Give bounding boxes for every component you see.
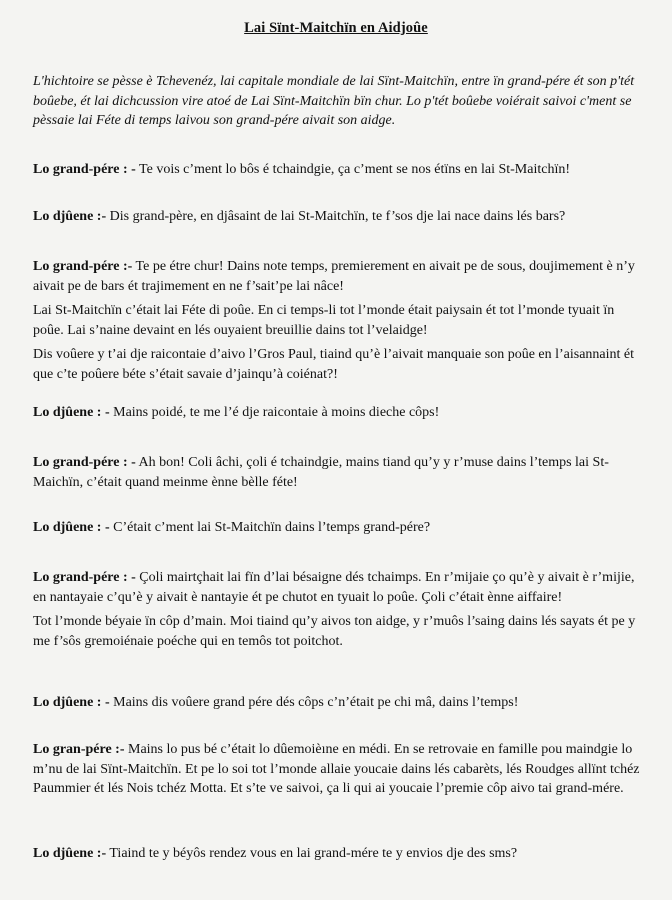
dialogue-entry bbox=[33, 257, 642, 389]
dialogue-text: Çoli mairtçhait lai fïn d’lai bésaigne dés tchaimps. En r’mijaie ço qu’è y aivait è r’mijie, en nantayaie c’qu’è y aivait è nantayie ét pe chutot en tyuait lo poûe. Çoli c’était ènne aiffaire! bbox=[33, 570, 635, 605]
dialogue-paragraph: Dis voûere y t’ai dje raicontaie d’aivo l’Gros Paul, tiaind qu’è l’aivait manquaie son poûe en l’aisannaint ét que c’te poûere béte s’était savaie d’jainqu’à coiénat?! bbox=[33, 347, 635, 382]
dialogue-entry bbox=[33, 568, 642, 656]
speaker-label: Lo djûene : - bbox=[33, 695, 110, 710]
dialogue-text: Mains poidé, te me l’é dje raicontaie à moins dieche côps! bbox=[109, 405, 440, 420]
speaker-label: Lo djûene : - bbox=[33, 405, 110, 420]
document-title: Lai Sïnt-Maitchïn en Aidjoûe bbox=[244, 20, 428, 36]
dialogue-entry bbox=[33, 693, 642, 718]
dialogue-text: Ah bon! Coli âchi, çoli é tchaindgie, mains tiand qu’y y r’muse dains l’temps lai St-Maichïn, c’était quand meinme ènne bèlle féte! bbox=[33, 455, 609, 490]
dialogue-text: C’était c’ment lai St-Maitchïn dains l’temps grand-pére? bbox=[109, 520, 431, 535]
dialogue-entry bbox=[33, 740, 642, 804]
dialogue-entry bbox=[33, 403, 642, 428]
dialogue-text: Te vois c’ment lo bôs é tchaindgie, ça c’ment se nos étïns en lai St-Maitchïn! bbox=[135, 162, 571, 177]
speaker-label: Lo grand-pére : - bbox=[33, 570, 136, 585]
dialogue-text: Tiaind te y béyôs rendez vous en lai grand-mére te y envios dje des sms? bbox=[106, 846, 518, 861]
dialogue-entry bbox=[33, 453, 642, 497]
speaker-label: Lo djûene :- bbox=[33, 209, 107, 224]
dialogue-entry bbox=[33, 844, 642, 869]
speaker-label: Lo djûene :- bbox=[33, 846, 107, 861]
intro-paragraph: L'hichtoire se pèsse è Tchevenéz, lai capitale mondiale de lai Sïnt-Maitchïn, entre ïn grand-pére ét son p'tét boûebe, ét lai dichcussion vire atoé de Lai Sïnt-Maitchïn bïn chur. Lo p'tét boûebe voiérait saivoi c'ment se pèssaie lai Féte di temps laivou son grand-pére aivait son aidge. bbox=[33, 74, 635, 128]
speaker-label: Lo grand-pére : - bbox=[33, 162, 136, 177]
dialogue-entry bbox=[33, 160, 642, 185]
dialogue-text: Mains lo pus bé c’était lo dûemoièıne en médi. En se retrovaie en famille pou maindgie lo m’nu de lai Sïnt-Maitchïn. Et pe lo soi tot l’monde allaie youcaie dains lés cabarèts, lés Roudges allïnt tchéz Paummier ét lés Nois tchéz Motta. Et s’te ve saivoi, ça li qui ai youcaie l’premie côp aivo tai grand-mére. bbox=[33, 742, 640, 796]
speaker-label: Lo gran-pére :- bbox=[33, 742, 125, 757]
speaker-label: Lo djûene : - bbox=[33, 520, 110, 535]
speaker-label: Lo grand-pére : - bbox=[33, 455, 136, 470]
dialogue-text: Mains dis voûere grand pére dés côps c’n’était pe chi mâ, dains l’temps! bbox=[109, 695, 519, 710]
dialogue-text: Te pe étre chur! Dains note temps, premierement en aivait pe de sous, doujimement è n’y aivait pe de bars ét trajimement en ne f’sait’pe lai nâce! bbox=[33, 259, 635, 294]
dialogue-paragraph: Tot l’monde béyaie ïn côp d’main. Moi tiaind qu’y aivos ton aidge, y r’muôs l’saing dains lés sayats ét pe y me f’sôs gremoiénaie poéche qui en temôs tot poitchot. bbox=[33, 614, 636, 649]
dialogue-paragraph: Lai St-Maitchïn c’était lai Féte di poûe. En ci temps-li tot l’monde était paiysain ét tot l’monde tyuait ïn poûe. Lai s’naine devaint en lés ouyaient breuillie dains tot l’velaidge! bbox=[33, 303, 615, 338]
dialogue-entry bbox=[33, 518, 642, 543]
dialogue-entry bbox=[33, 207, 642, 232]
dialogue-text: Dis grand-pèrе, en djâsaint de lai St-Maitchïn, te f’sos dje lai nace dains lés bars? bbox=[106, 209, 566, 224]
speaker-label: Lo grand-pére :- bbox=[33, 259, 133, 274]
